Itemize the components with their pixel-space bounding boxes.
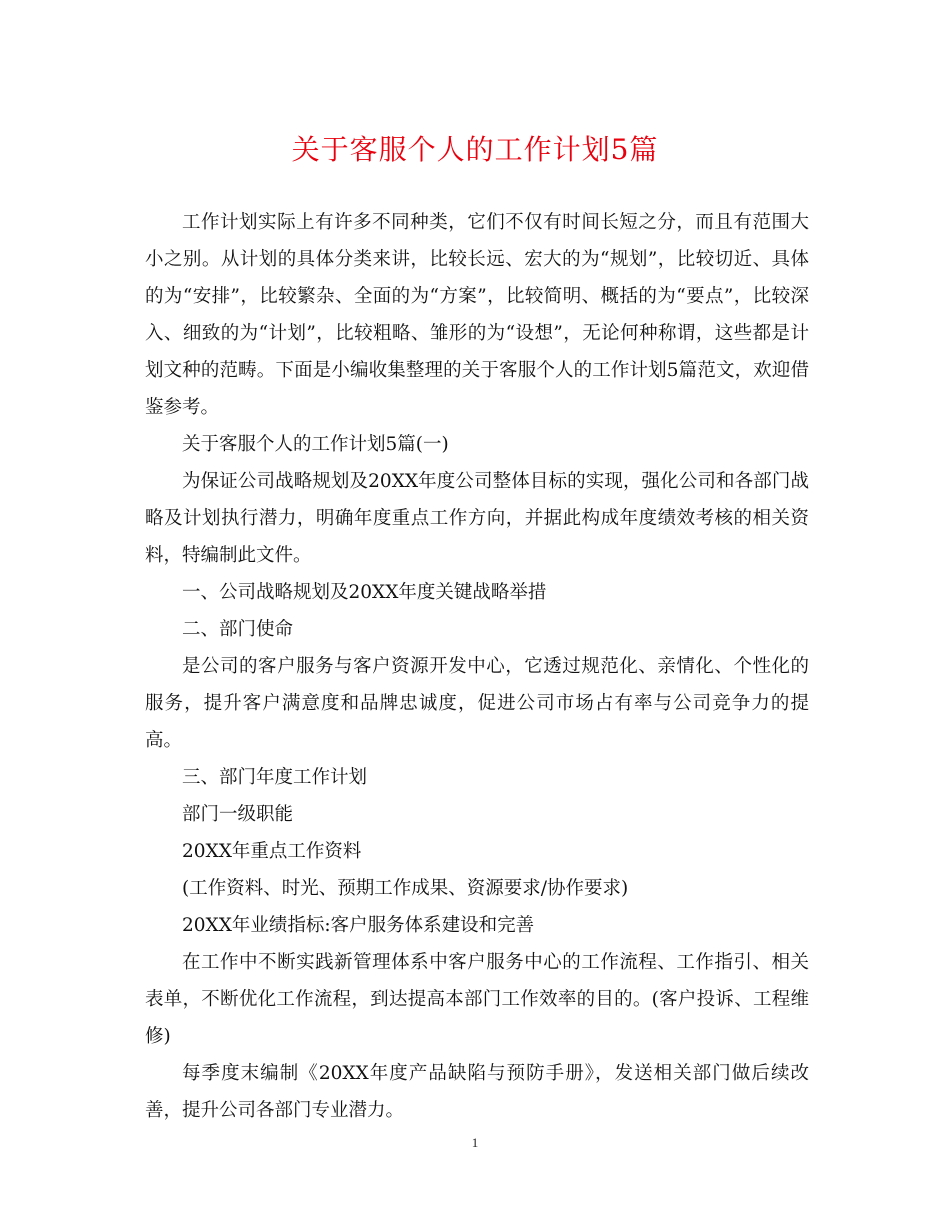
heading-strategy: 一、公司战略规划及20XX年度关键战略举措 — [182, 582, 547, 603]
document-title: 关于客服个人的工作计划5篇 — [291, 133, 659, 166]
document-body — [145, 204, 809, 1129]
line-department-function: 部门一级职能 — [182, 804, 294, 825]
line-performance-index: 20XX年业绩指标:客户服务体系建设和完善 — [182, 915, 535, 936]
workflow-paragraph: 在工作中不断实践新管理体系中客户服务中心的工作流程、工作指引、相关表单，不断优化工作流程，到达提高本部门工作效率的目的。(客户投诉、工程维修) — [145, 952, 809, 1047]
intro-paragraph: 工作计划实际上有许多不同种类，它们不仅有时间长短之分，而且有范围大小之别。从计划的具体分类来讲，比较长远、宏大的为“规划”，比较切近、具体的为“安排”，比较繁杂、全面的为“方案”，比较简明、概括的为“要点”，比较深入、细致的为“计划”，比较粗略、雏形的为“设想”，无论何种称谓，这些都是计划文种的范畴。下面是小编收集整理的关于客服个人的工作计划5篇范文，欢迎借鉴参考。 — [145, 212, 809, 418]
page-number: 1 — [471, 1135, 479, 1150]
heading-annual-plan: 三、部门年度工作计划 — [182, 767, 368, 788]
line-key-work: 20XX年重点工作资料 — [182, 841, 362, 862]
mission-paragraph: 是公司的客户服务与客户资源开发中心，它透过规范化、亲情化、个性化的服务，提升客户满意度和品牌忠诚度，促进公司市场占有率与公司竞争力的提高。 — [145, 656, 809, 751]
line-work-details: (工作资料、时光、预期工作成果、资源要求/协作要求) — [182, 878, 629, 899]
quarterly-paragraph: 每季度末编制《20XX年度产品缺陷与预防手册》，发送相关部门做后续改善，提升公司各部门专业潜力。 — [145, 1063, 809, 1121]
heading-mission: 二、部门使命 — [182, 619, 294, 640]
section-heading-part-one: 关于客服个人的工作计划5篇(一) — [182, 434, 449, 455]
purpose-paragraph: 为保证公司战略规划及20XX年度公司整体目标的实现，强化公司和各部门战略及计划执行潜力，明确年度重点工作方向，并据此构成年度绩效考核的相关资料，特编制此文件。 — [145, 471, 809, 566]
